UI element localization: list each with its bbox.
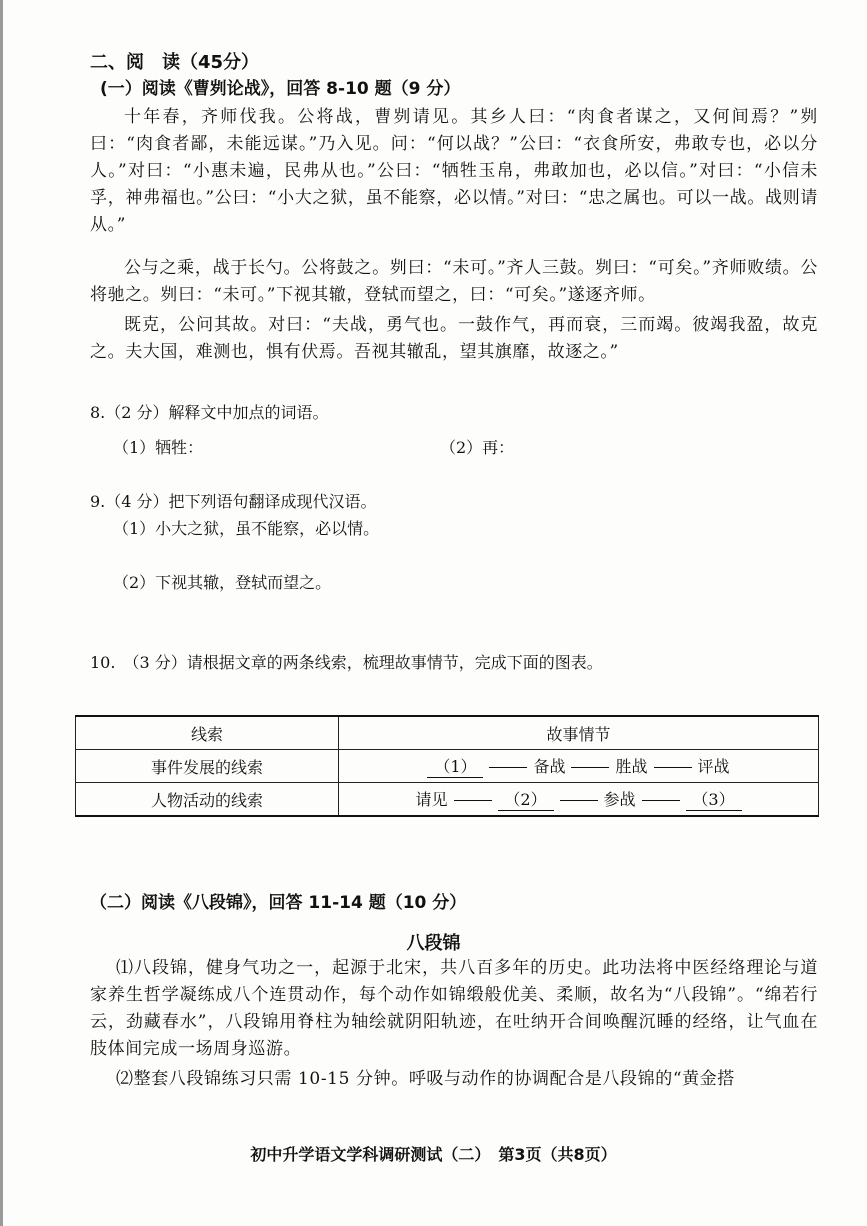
row2-step3: 参战 [603, 790, 636, 809]
row2-step1: 请见 [415, 790, 448, 809]
q9-item1: （1）小大之狱，虽不能察，必以情。 [113, 519, 380, 538]
section-heading: 二、阅 读（45分） [90, 52, 260, 73]
row1-label: 事件发展的线索 [76, 750, 339, 783]
arrow-dash [489, 767, 527, 768]
passage-paragraph-2: 公与之乘，战于长勺。公将鼓之。刿曰：“未可。”齐人三鼓。刿曰：“可矣。”齐师败绩。公将驰之。刿曰：“未可。”下视其辙，登轼而望之，曰：“可矣。”遂逐齐师。 [90, 258, 818, 305]
q8-item1: （1）牺牲： [113, 438, 204, 457]
page-footer: 初中升学语文学科调研测试（二） 第3页（共8页） [250, 1145, 617, 1164]
row1-step3: 胜战 [615, 757, 648, 776]
q9-stem: 9.（4 分）把下列语句翻译成现代汉语。 [90, 492, 377, 511]
table-header-plot: 故事情节 [339, 716, 819, 750]
q8-stem: 8.（2 分）解释文中加点的词语。 [90, 403, 329, 422]
row1-plot [339, 750, 819, 783]
part1-heading: (一）阅读《曹刿论战》，回答 8-10 题（9 分） [100, 79, 461, 99]
arrow-dash [654, 767, 692, 768]
row1-step2: 备战 [533, 757, 566, 776]
q10-stem: 10. （3 分）请根据文章的两条线索，梳理故事情节，完成下面的图表。 [90, 653, 603, 672]
plot-table [75, 715, 819, 817]
table-row [76, 783, 819, 817]
arrow-dash [571, 767, 609, 768]
row2-plot [339, 783, 819, 817]
article-title: 八段锦 [406, 933, 461, 954]
q8-item2: （2）再： [440, 438, 515, 457]
row1-blank1: （1） [427, 754, 483, 778]
article-paragraph-2: ⑵整套八段锦练习只需 10-15 分钟。呼吸与动作的协调配合是八段锦的“黄金搭 [116, 1069, 735, 1089]
arrow-dash [642, 800, 680, 801]
page-edge [0, 0, 3, 1226]
q9-item2: （2）下视其辙，登轼而望之。 [113, 573, 332, 592]
row2-label: 人物活动的线索 [76, 783, 339, 817]
row2-blank2: （2） [498, 787, 554, 811]
part2-heading: （二）阅读《八段锦》，回答 11-14 题（10 分） [90, 893, 467, 913]
arrow-dash [560, 800, 598, 801]
table-header-row [76, 716, 819, 750]
row2-blank3: （3） [686, 787, 742, 811]
passage-paragraph-3: 既克，公问其故。对曰：“夫战，勇气也。一鼓作气，再而衰，三而竭。彼竭我盈，故克之。夫大国，难测也，惧有伏焉。吾视其辙乱，望其旗靡，故逐之。” [90, 315, 818, 362]
table-header-clue: 线索 [76, 716, 339, 750]
article-paragraph-1: ⑴八段锦，健身气功之一，起源于北宋，共八百多年的历史。此功法将中医经络理论与道家养生哲学凝练成八个连贯动作，每个动作如锦缎般优美、柔顺，故名为“八段锦”。“绵若行云，劲藏春水”，八段锦用脊柱为轴绘就阴阳轨迹，在吐纳开合间唤醒沉睡的经络，让气血在肢体间完成一场周身巡游。 [90, 958, 818, 1059]
table-row [76, 750, 819, 783]
arrow-dash [454, 800, 492, 801]
passage-paragraph-1: 十年春，齐师伐我。公将战，曹刿请见。其乡人曰：“肉食者谋之，又何间焉？”刿曰：“肉食者鄙，未能远谋。”乃入见。问：“何以战？”公曰：“衣食所安，弗敢专也，必以分人。”对曰：“小惠未遍，民弗从也。”公曰：“牺牲玉帛，弗敢加也，必以信。”对曰：“小信未孚，神弗福也。”公曰：“小大之狱，虽不能察，必以情。”对曰：“忠之属也。可以一战。战则请从。” [90, 107, 818, 235]
row1-step4: 评战 [697, 757, 730, 776]
